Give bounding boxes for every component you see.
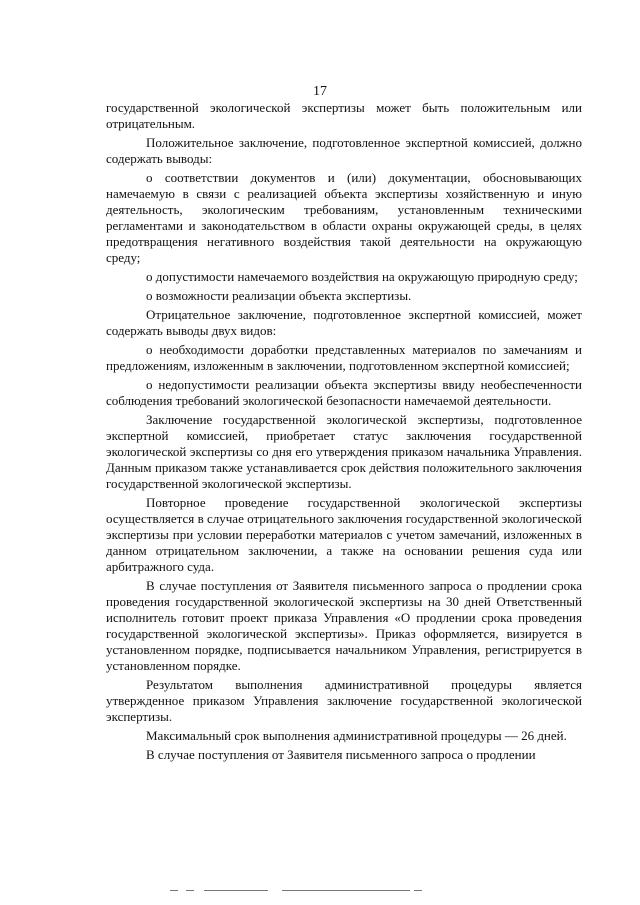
paragraph-inadmissibility: о недопустимости реализации объекта экспертизы ввиду необеспеченности соблюдения требований экологической безопасности намечаемой деятельности.: [106, 377, 582, 408]
document-body: [106, 100, 582, 763]
paragraph-feasibility: о возможности реализации объекта экспертизы.: [146, 288, 412, 303]
paragraph-extension-request-continued: В случае поступления от Заявителя письменного запроса о продлении: [146, 747, 536, 762]
paragraph-positive-conclusion: Положительное заключение, подготовленное экспертной комиссией, должно содержать выводы:: [106, 135, 582, 166]
paragraph-revision-needed: о необходимости доработки представленных материалов по замечаниям и предложениям, изложенным в заключении, подготовленном экспертной комиссией;: [106, 342, 582, 373]
paragraph-admissibility: о допустимости намечаемого воздействия на окружающую природную среду;: [146, 269, 578, 284]
paragraph-repeat-review: Повторное проведение государственной экологической экспертизы осуществляется в случае отрицательного заключения государственной экологической экспертизы при условии переработки материалов с учетом замечаний, изложенных в данном отрицательном заключении, а также на основании решения суда или арбитражного суда.: [106, 495, 582, 574]
footer-rules: [170, 889, 480, 893]
paragraph-extension-request: В случае поступления от Заявителя письменного запроса о продлении срока проведения государственной экологической экспертизы на 30 дней Ответственный исполнитель готовит проект приказа Управления «О продлении срока проведения государственной экологической экспертизы». Приказ оформляется, визируется в установленном порядке, подписывается начальником Управления, регистрируется в установленном порядке.: [106, 578, 582, 673]
page-number: 17: [313, 84, 327, 99]
paragraph-max-duration: Максимальный срок выполнения административной процедуры — 26 дней.: [146, 728, 567, 743]
paragraph-procedure-result: Результатом выполнения административной процедуры является утвержденное приказом Управления заключение государственной экологической экспертизы.: [106, 677, 582, 724]
paragraph-continuation: государственной экологической экспертизы может быть положительным или отрицательным.: [106, 100, 582, 131]
paragraph-conclusion-status: Заключение государственной экологической экспертизы, подготовленное экспертной комиссией, приобретает статус заключения государственной экологической экспертизы со дня его утверждения приказом начальника Управления. Данным приказом также устанавливается срок действия положительного заключения государственной экологической экспертизы.: [106, 412, 582, 491]
paragraph-negative-conclusion: Отрицательное заключение, подготовленное экспертной комиссией, может содержать выводы двух видов:: [106, 307, 582, 338]
paragraph-conformity: о соответствии документов и (или) документации, обосновывающих намечаемую в связи с реализацией объекта экспертизы хозяйственную и иную деятельность, экологическим требованиям, установленным техническими регламентами и законодательством в области охраны окружающей среды, в целях предотвращения негативного воздействия такой деятельности на окружающую среду;: [106, 170, 582, 265]
